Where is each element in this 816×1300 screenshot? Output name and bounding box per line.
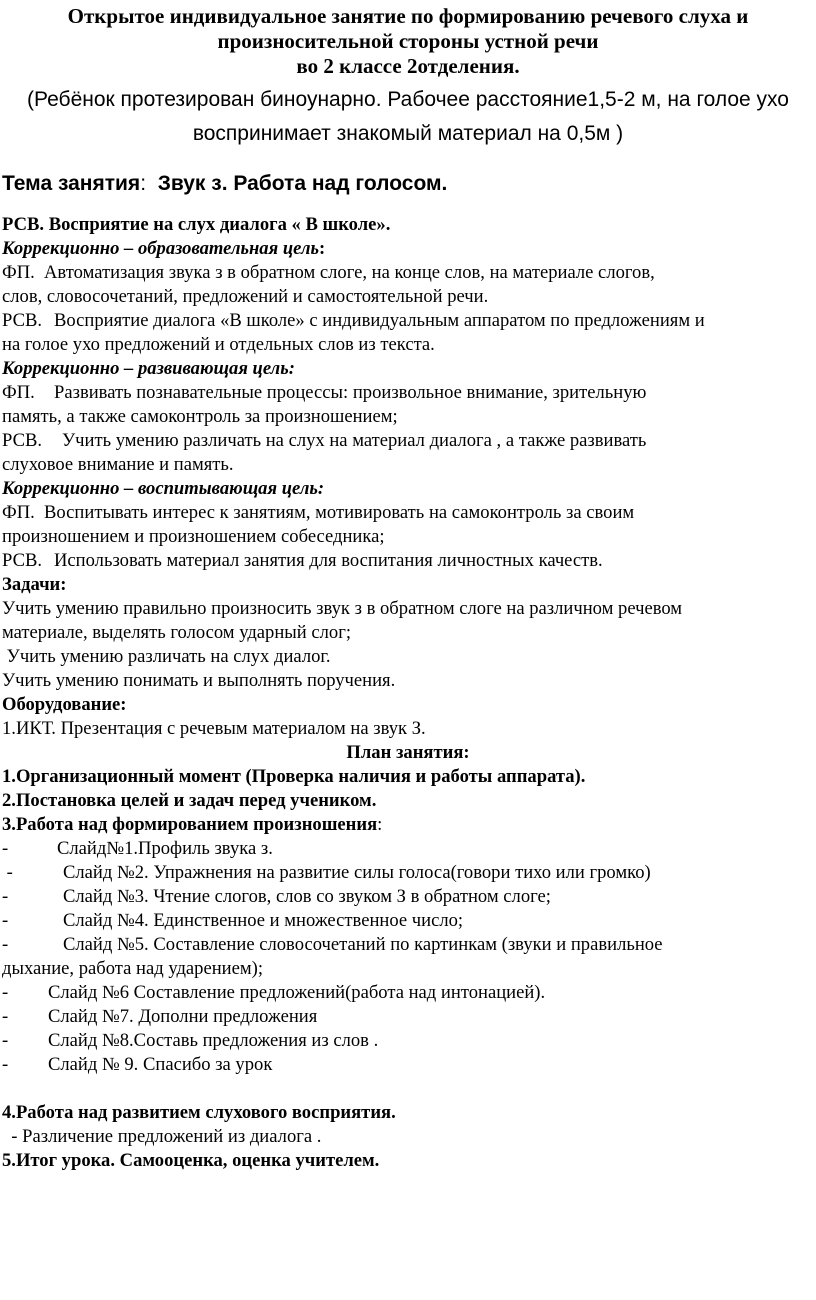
plan-step-1: 1.Организационный момент (Проверка наличия и работы аппарата). (2, 766, 586, 787)
slide-item-1 (2, 837, 814, 861)
plan-step-4: 4.Работа над развитием слухового восприятия. (2, 1102, 396, 1123)
slide-dash: - (2, 910, 9, 931)
plan-step-5: 5.Итог урока. Самооценка, оценка учителем. (2, 1150, 380, 1171)
educational-fp-line1 (2, 261, 814, 285)
task-line-1: Учить умению правильно произносить звук з в обратном слоге на различном речевом (2, 598, 683, 619)
slide-text: Слайд №3. Чтение слогов, слов со звуком З в обратном слоге; (63, 886, 551, 907)
slide-text: дыхание, работа над ударением); (2, 958, 264, 979)
educational-goal-label: Коррекционно – образовательная цель (2, 238, 320, 259)
slide-text: Слайд №7. Дополни предложения (48, 1006, 318, 1027)
slide-text: Слайд № 9. Спасибо за урок (48, 1054, 273, 1075)
slide-item-5-cont (2, 957, 814, 981)
educational-goal-colon: : (319, 238, 326, 259)
slide-dash: - (2, 862, 13, 883)
plan-step-2: 2.Постановка целей и задач перед учеником. (2, 790, 377, 811)
equipment-heading: Оборудование: (2, 694, 127, 715)
plan-step-3-label: 3.Работа над формированием произношения (2, 814, 378, 835)
slide-text: Слайд №6 Составление предложений(работа над интонацией). (48, 982, 546, 1003)
slide-dash: - (2, 934, 9, 955)
title-line-1: Открытое индивидуальное занятие по формированию речевого слуха и (67, 4, 749, 28)
fp-text: Автоматизация звука з в обратном слоге, на конце слов, на материале слогов, (44, 262, 655, 283)
rsv-heading: РСВ. Восприятие на слух диалога « В школе». (2, 214, 391, 235)
upbringing-goal-heading: Коррекционно – воспитывающая цель: (2, 478, 325, 499)
slide-item-9 (2, 1053, 814, 1077)
task-line-4: Учить умению понимать и выполнять поручения. (2, 670, 396, 691)
topic-label: Тема занятия (2, 172, 141, 195)
upbringing-fp-line1 (2, 501, 814, 525)
task-line-2: материале, выделять голосом ударный слог; (2, 622, 352, 643)
task-line-3: Учить умению различать на слух диалог. (2, 646, 331, 667)
rsv-text: Использовать материал занятия для воспитания личностных качеств. (54, 550, 603, 571)
topic-text: Звук з. Работа над голосом. (157, 172, 448, 195)
upbringing-fp-line2: произношением и произношением собеседника; (2, 526, 385, 547)
slide-item-5 (2, 933, 814, 957)
developing-rsv-line1 (2, 429, 814, 453)
slide-item-7 (2, 1005, 814, 1029)
rsv-label: РСВ. (2, 430, 43, 451)
equipment-line-1: 1.ИКТ. Презентация с речевым материалом на звук З. (2, 718, 426, 739)
slide-text: Слайд №5. Составление словосочетаний по картинкам (звуки и правильное (63, 934, 663, 955)
intro-line-2: воспринимает знакомый материал на 0,5м ) (192, 122, 624, 145)
plan-step-3-colon: : (377, 814, 383, 835)
slide-text: Слайд №8.Составь предложения из слов . (48, 1030, 379, 1051)
fp-text: Развивать познавательные процессы: произвольное внимание, зрительную (54, 382, 647, 403)
slide-item-3 (2, 885, 814, 909)
plan-step-4-item: - Различение предложений из диалога . (2, 1126, 322, 1147)
developing-fp-line1 (2, 381, 814, 405)
slide-text: Слайд№1.Профиль звука з. (57, 838, 273, 859)
tasks-heading: Задачи: (2, 574, 67, 595)
slide-dash: - (2, 838, 9, 859)
rsv-label: РСВ. (2, 550, 43, 571)
educational-rsv-line2: на голое ухо предложений и отдельных слов из текста. (2, 334, 435, 355)
developing-goal-heading: Коррекционно – развивающая цель: (2, 358, 295, 379)
fp-text: Воспитывать интерес к занятиям, мотивировать на самоконтроль за своим (44, 502, 635, 523)
slide-item-6 (2, 981, 814, 1005)
slide-item-4 (2, 909, 814, 933)
educational-goal-heading (2, 237, 814, 261)
title-line-2: произносительной стороны устной речи (217, 29, 599, 53)
upbringing-rsv-line1 (2, 549, 814, 573)
developing-fp-line2: память, а также самоконтроль за произношением; (2, 406, 398, 427)
lesson-topic (2, 169, 814, 199)
fp-label: ФП. (2, 262, 35, 283)
slide-item-8 (2, 1029, 814, 1053)
title-line-3: во 2 классе 2отделения. (296, 54, 520, 78)
slide-dash: - (2, 1054, 9, 1075)
plan-step-3 (2, 813, 814, 837)
intro-line-1: (Ребёнок протезирован биноунарно. Рабочее расстояние1,5-2 м, на голое ухо (27, 88, 789, 111)
topic-colon: : (140, 172, 147, 195)
slide-item-2 (2, 861, 814, 885)
plan-heading: План занятия: (346, 742, 470, 763)
developing-rsv-line2: слуховое внимание и память. (2, 454, 234, 475)
slide-dash: - (2, 1006, 9, 1027)
fp-label: ФП. (2, 502, 35, 523)
slide-dash: - (2, 886, 9, 907)
spacer (2, 1077, 814, 1101)
intro-note (2, 83, 814, 151)
slide-text: Слайд №2. Упражнения на развитие силы голоса(говори тихо или громко) (63, 862, 651, 883)
document-body (2, 213, 814, 1173)
slide-text: Слайд №4. Единственное и множественное число; (63, 910, 464, 931)
educational-rsv-line1 (2, 309, 814, 333)
rsv-label: РСВ. (2, 310, 43, 331)
rsv-text: Восприятие диалога «В школе» с индивидуальным аппаратом по предложениям и (54, 310, 705, 331)
educational-fp-line2: слов, словосочетаний, предложений и самостоятельной речи. (2, 286, 489, 307)
rsv-text: Учить умению различать на слух на материал диалога , а также развивать (62, 430, 647, 451)
slide-dash: - (2, 1030, 9, 1051)
fp-label: ФП. (2, 382, 35, 403)
slide-dash: - (2, 982, 9, 1003)
